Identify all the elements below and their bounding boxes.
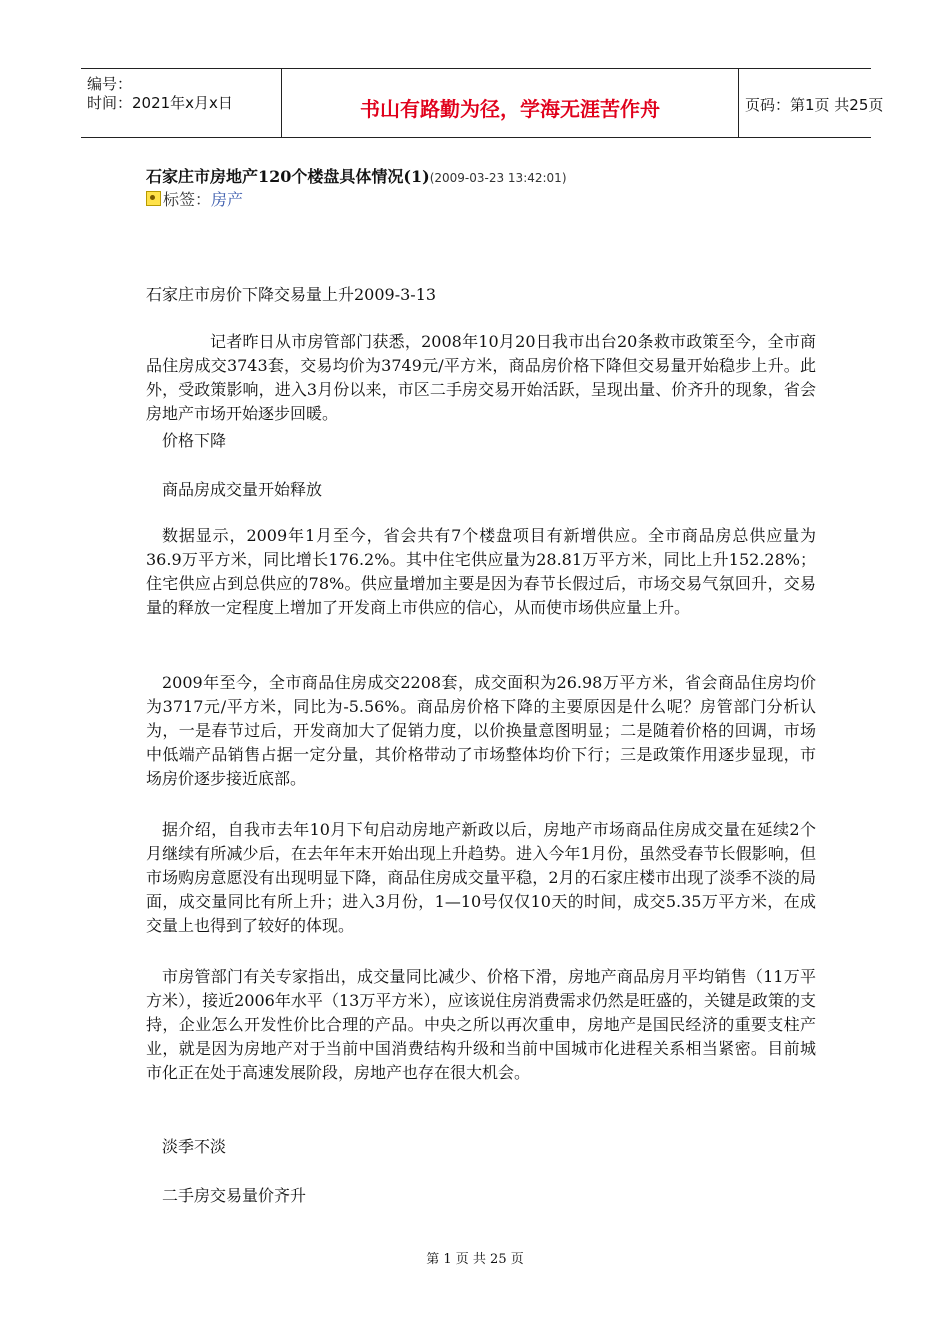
tag-line	[146, 187, 243, 210]
paragraph-subtitle: 石家庄市房价下降交易量上升2009-3-13	[146, 285, 437, 304]
tag-icon	[146, 191, 161, 206]
header-table	[81, 68, 884, 138]
article-timestamp: (2009-03-23 13:42:01)	[429, 171, 567, 185]
section-heading: 淡季不淡	[162, 1137, 227, 1156]
tag-link[interactable]: 房产	[211, 190, 244, 209]
section-heading: 二手房交易量价齐升	[162, 1186, 307, 1205]
paragraph: 数据显示，2009年1月至今，省会共有7个楼盘项目有新增供应。全市商品房总供应量为36.9万平方米，同比增长176.2%。其中住宅供应量为28.81万平方米，同比上升152.28%；住宅供应占到总供应的78%。供应量增加主要是因为春节长假过后，市场交易气氛回升，交易量的释放一定程度上增加了开发商上市供应的信心，从而使市场供应量上升。	[146, 526, 816, 617]
header-motto: 书山有路勤为径，学海无涯苦作舟	[360, 97, 660, 121]
page-footer: 第 1 页 共 25 页	[426, 1252, 524, 1267]
header-right-cell	[739, 69, 884, 137]
header-center-cell	[281, 69, 739, 137]
section-heading: 商品房成交量开始释放	[162, 480, 323, 499]
paragraph: 记者昨日从市房管部门获悉，2008年10月20日我市出台20条救市政策至今，全市商品住房成交3743套，交易均价为3749元/平方米，商品房价格下降但交易量开始稳步上升。此外，受政策影响，进入3月份以来，市区二手房交易开始活跃，呈现出量、价齐升的现象，省会房地产市场开始逐步回暖。	[146, 332, 816, 423]
tag-label: 标签：	[163, 190, 212, 209]
paragraph: 市房管部门有关专家指出，成交量同比减少、价格下滑，房地产商品房月平均销售（11万平方米），接近2006年水平（13万平方米），应该说住房消费需求仍然是旺盛的，关键是政策的支持，企业怎么开发性价比合理的产品。中央之所以再次重申，房地产是国民经济的重要支柱产业，就是因为房地产对于当前中国消费结构升级和当前中国城市化进程关系相当紧密。目前城市化正在处于高速发展阶段，房地产也存在很大机会。	[146, 967, 816, 1082]
article-title	[146, 164, 567, 187]
paragraph: 据介绍，自我市去年10月下旬启动房地产新政以后，房地产市场商品住房成交量在延续2个月继续有所减少后，在去年年末开始出现上升趋势。进入今年1月份，虽然受春节长假影响，但市场购房意愿没有出现明显下降，商品住房成交量平稳，2月的石家庄楼市出现了淡季不淡的局面，成交量同比有所上升；进入3月份，1—10号仅仅10天的时间，成交5.35万平方米，在成交量上也得到了较好的体现。	[146, 820, 816, 935]
header-left-cell	[81, 69, 281, 137]
article-title-text: 石家庄市房地产120个楼盘具体情况(1)	[146, 167, 430, 186]
section-heading: 价格下降	[162, 431, 227, 450]
time-label: 时间：2021年x月x日	[87, 94, 233, 112]
page-label: 页码：第1页 共25页	[745, 96, 884, 114]
paragraph: 2009年至今，全市商品住房成交2208套，成交面积为26.98万平方米，省会商品住房均价为3717元/平方米，同比为-5.56%。商品房价格下降的主要原因是什么呢？房管部门分析认为，一是春节过后，开发商加大了促销力度，以价换量意图明显；二是随着价格的回调，市场中低端产品销售占据一定分量，其价格带动了市场整体均价下行；三是政策作用逐步显现，市场房价逐步接近底部。	[146, 673, 816, 788]
number-label: 编号：	[87, 75, 133, 93]
